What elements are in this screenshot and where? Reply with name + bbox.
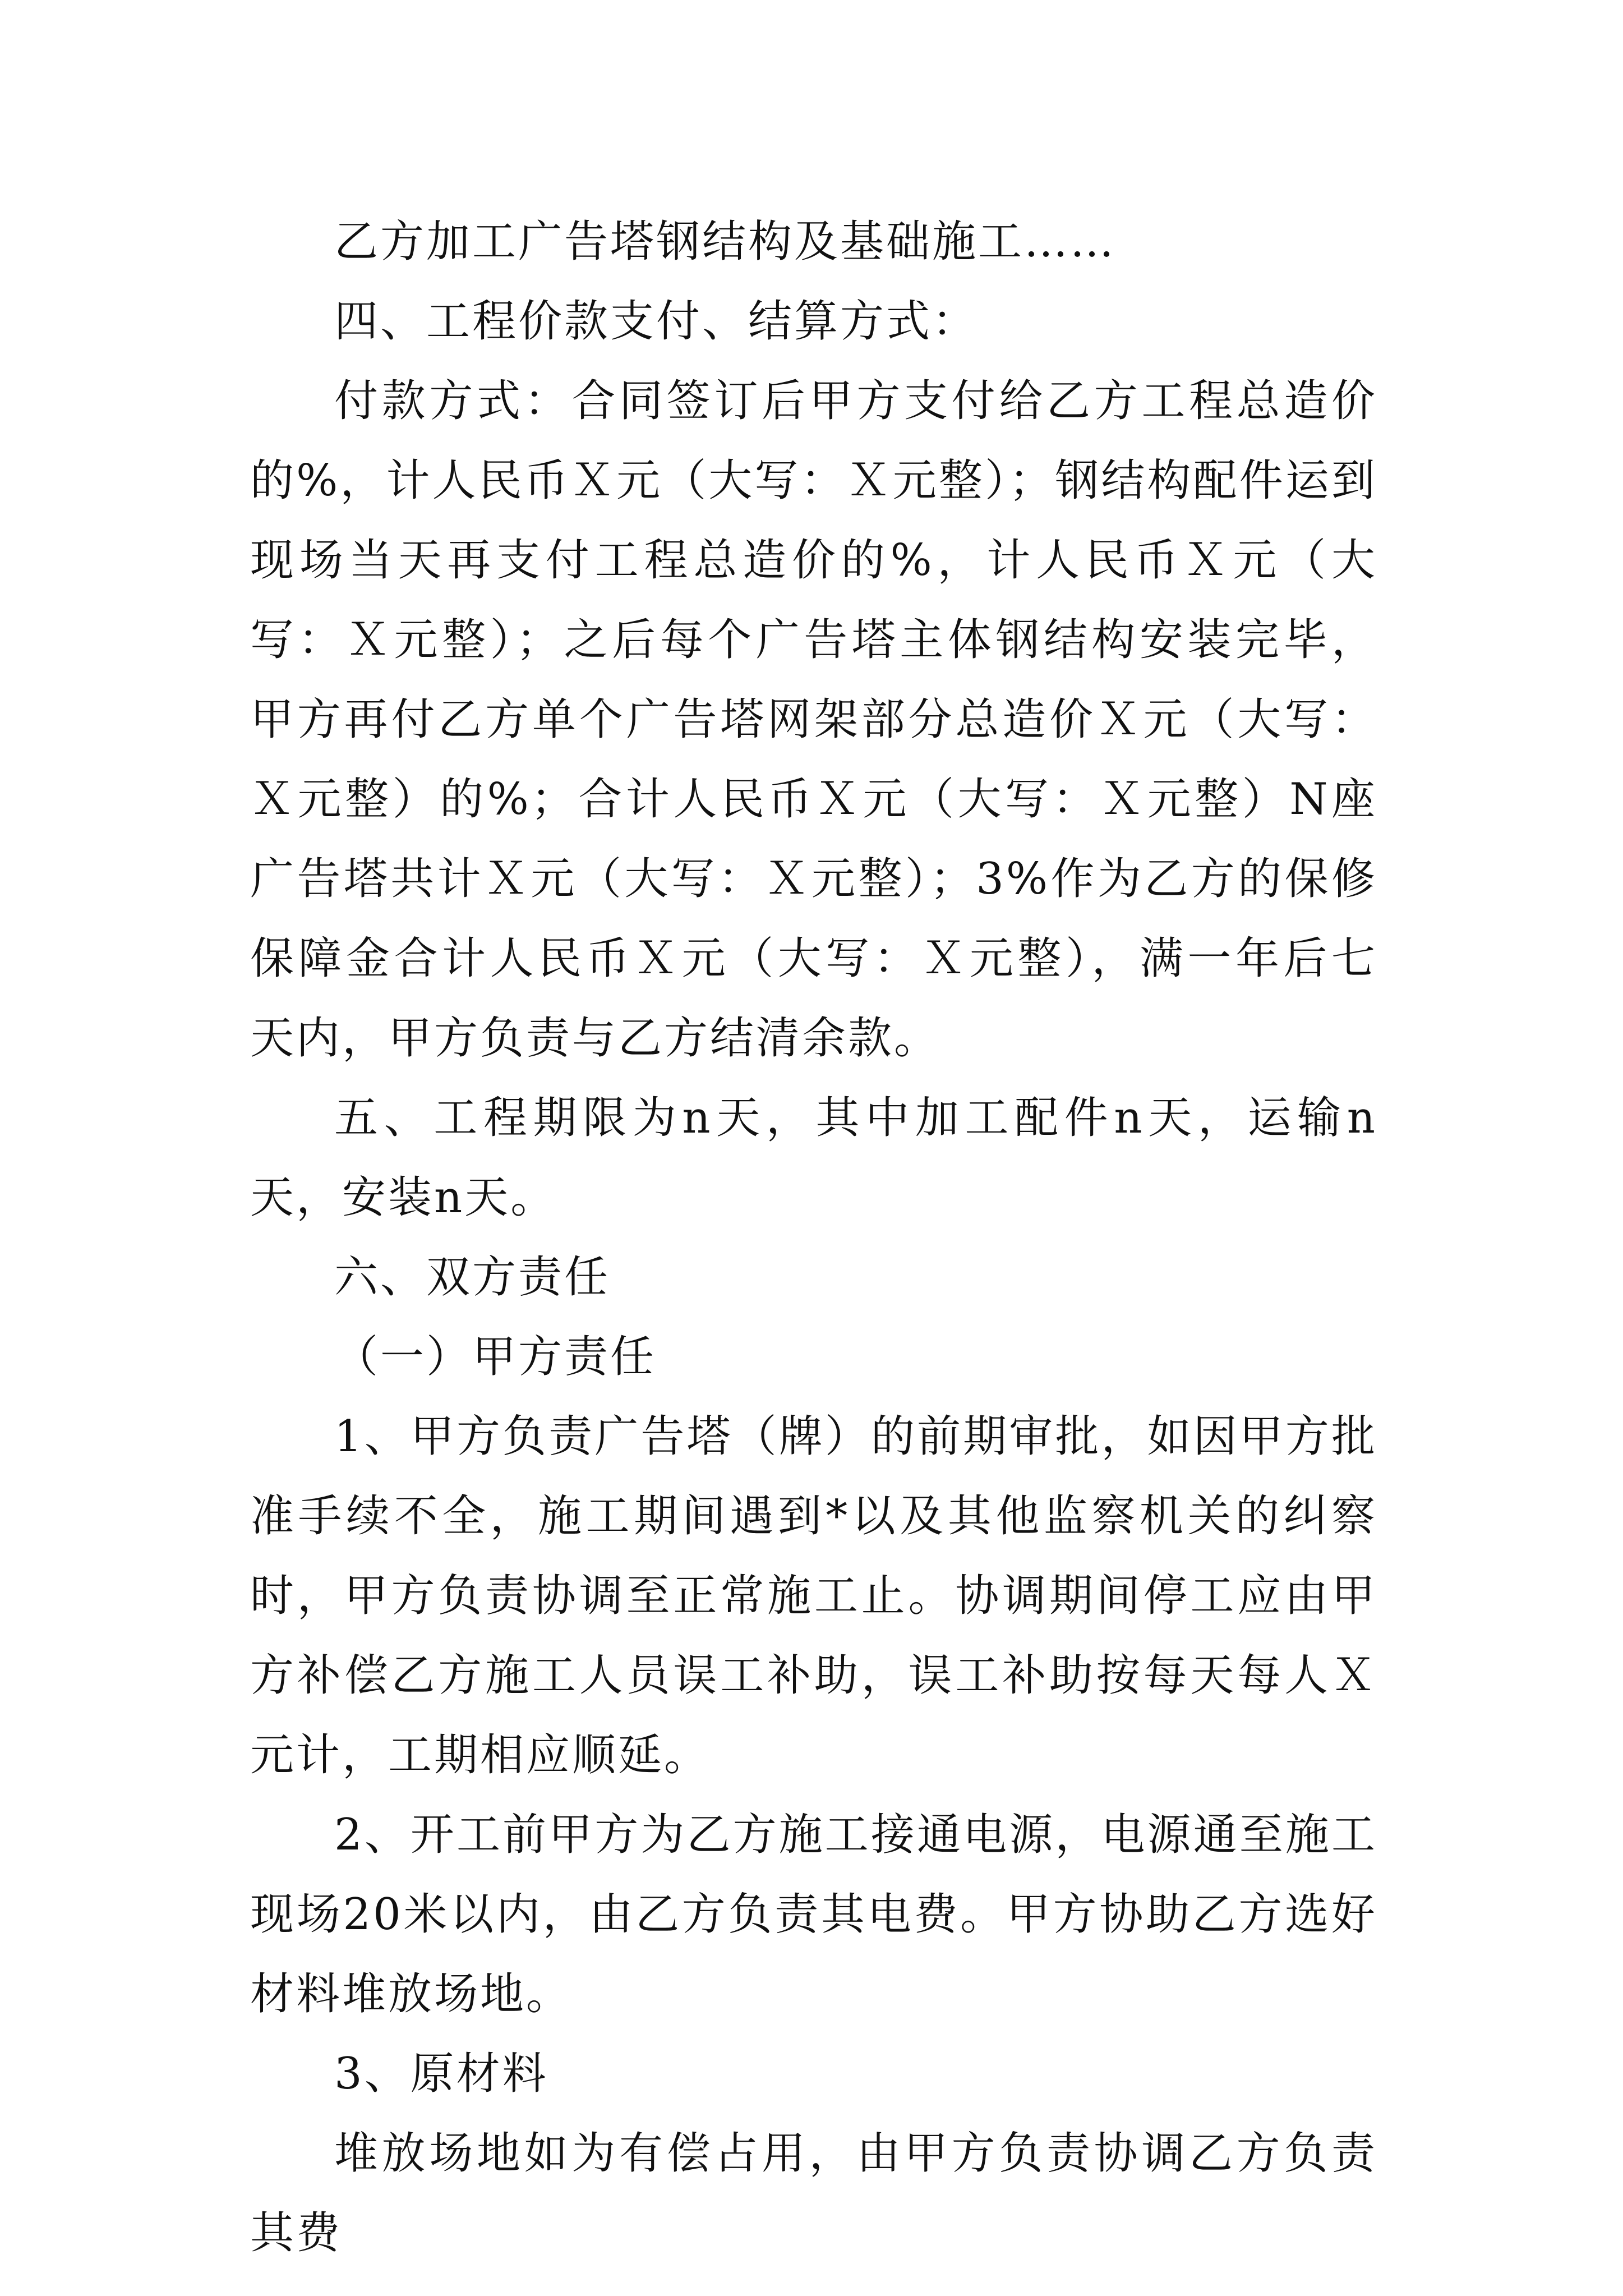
paragraph-payment-method: 付款方式：合同签订后甲方支付给乙方工程总造价的%，计人民币Ｘ元（大写：Ｘ元整）；钢结构配件运到现场当天再支付工程总造价的%，计人民币Ｘ元（大写：Ｘ元整）；之后每个广告塔主体钢结构安装完毕，甲方再付乙方单个广告塔网架部分总造价Ｘ元（大写：Ｘ元整）的%；合计人民币Ｘ元（大写：Ｘ元整）N座广告塔共计Ｘ元（大写：Ｘ元整）；3%作为乙方的保修保障金合计人民币Ｘ元（大写：Ｘ元整），满一年后七天内，甲方负责与乙方结清余款。 xyxy=(250,376,1377,1064)
heading-responsibilities: 六、双方责任 xyxy=(334,1252,611,1303)
document-body xyxy=(250,202,1377,2273)
paragraph-approval-clause: 1、甲方负责广告塔（牌）的前期审批，如因甲方批准手续不全，施工期间遇到*以及其他监察机关的纠察时，甲方负责协调至正常施工止。协调期间停工应由甲方补偿乙方施工人员误工补助，误工补助按每天每人Ｘ元计，工期相应顺延。 xyxy=(250,1411,1377,1780)
paragraph-power-supply-clause: 2、开工前甲方为乙方施工接通电源，电源通至施工现场20米以内，由乙方负责其电费。甲方协助乙方选好材料堆放场地。 xyxy=(250,1810,1377,2019)
heading-party-a-responsibility: （一）甲方责任 xyxy=(334,1332,657,1382)
heading-payment-settlement: 四、工程价款支付、结算方式： xyxy=(334,296,979,347)
paragraph-steel-structure: 乙方加工广告塔钢结构及基础施工…… xyxy=(334,217,1117,267)
paragraph-project-duration: 五、工程期限为n天，其中加工配件n天，运输n天，安装n天。 xyxy=(250,1093,1377,1223)
paragraph-storage-site: 堆放场地如为有偿占用，由甲方负责协调乙方负责其费 xyxy=(250,2128,1377,2258)
heading-raw-materials: 3、原材料 xyxy=(334,2049,548,2099)
